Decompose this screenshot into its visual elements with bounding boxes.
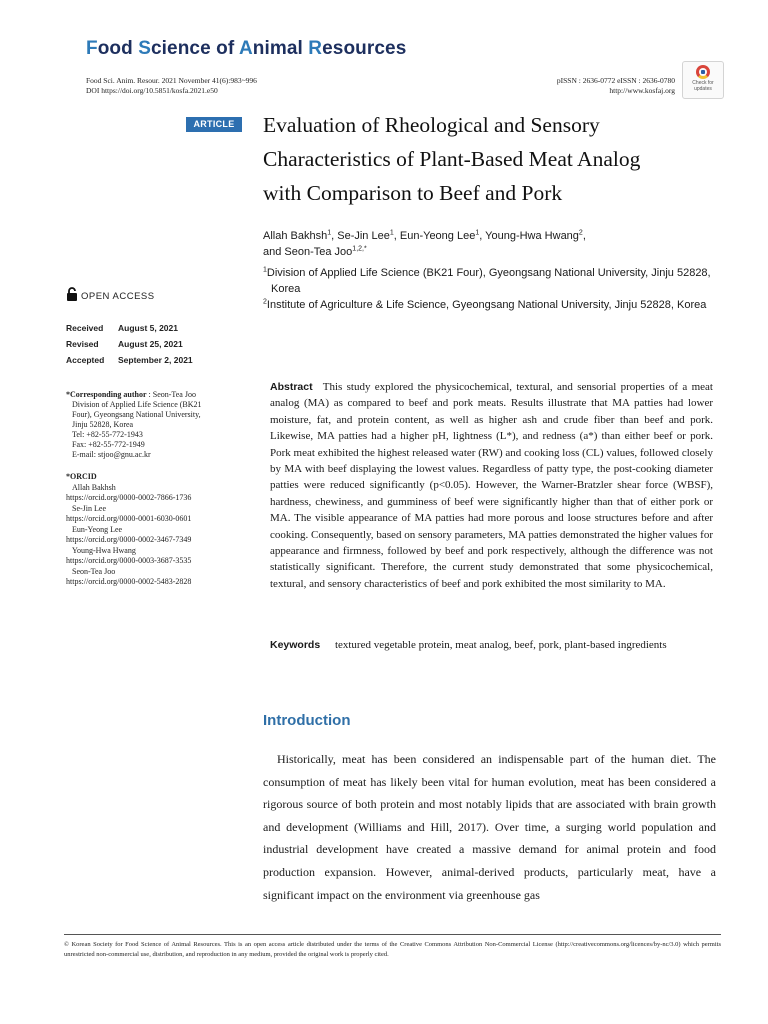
- affiliation-list: [263, 265, 728, 313]
- author-affil-mark: 1,2,*: [352, 245, 367, 253]
- corresp-line: Four), Gyeongsang National University,: [72, 410, 201, 419]
- date-value: August 25, 2021: [118, 339, 183, 349]
- title-line: with Comparison to Beef and Pork: [263, 181, 563, 205]
- doi-link[interactable]: DOI https://doi.org/10.5851/kosfa.2021.e50: [86, 86, 218, 95]
- corresponding-author: [66, 390, 226, 460]
- author-affil-mark: 1: [327, 229, 332, 237]
- author-affil-mark: 1: [389, 229, 394, 237]
- orcid-author: Se-Jin Lee: [72, 503, 106, 513]
- title-line: Evaluation of Rheological and Sensory: [263, 113, 600, 137]
- citation-line: Food Sci. Anim. Resour. 2021 November 41(6):983~996: [86, 76, 257, 85]
- orcid-link[interactable]: https://orcid.org/0000-0001-6030-0601: [66, 514, 192, 523]
- author-separator: ,: [393, 230, 400, 242]
- article-type-badge: ARTICLE: [186, 117, 242, 132]
- open-access-label: [66, 287, 155, 302]
- affiliation-mark: 1: [263, 266, 267, 274]
- affiliation-text: Institute of Agriculture & Life Science, Gyeongsang National University, Jinju 52828, Korea: [266, 299, 707, 311]
- author-affil-mark: 2: [578, 229, 583, 237]
- lock-icon: [66, 287, 78, 301]
- date-label: Received: [66, 323, 104, 333]
- date-revised: [66, 336, 193, 352]
- keywords: [270, 639, 720, 651]
- affiliation-item: [263, 265, 728, 297]
- updates-label-2: updates: [694, 86, 712, 92]
- keywords-text: textured vegetable protein, meat analog, beef, pork, plant-based ingredients: [334, 639, 667, 651]
- affiliation-text: Division of Applied Life Science (BK21 Four), Gyeongsang National University, Jinju 52828, Korea: [266, 267, 711, 295]
- journal-url-link[interactable]: http://www.kosfaj.org: [609, 86, 675, 95]
- paper-title: [263, 108, 703, 210]
- check-for-updates-icon: [696, 65, 710, 79]
- date-label: Accepted: [66, 355, 105, 365]
- orcid-link[interactable]: https://orcid.org/0000-0003-3687-3535: [66, 556, 192, 565]
- author-affil-mark: 1: [475, 229, 480, 237]
- author-separator: ,: [479, 230, 486, 242]
- author-list: [263, 228, 703, 260]
- date-received: [66, 320, 193, 336]
- open-access-text: OPEN ACCESS: [81, 291, 155, 302]
- orcid-author: Allah Bakhsh: [72, 482, 116, 492]
- date-value: August 5, 2021: [118, 323, 178, 333]
- article-dates: [66, 320, 193, 368]
- updates-label-1: Check for: [692, 80, 714, 86]
- affiliation-mark: 2: [263, 298, 267, 306]
- issn-info: [557, 76, 675, 96]
- orcid-list: [66, 472, 246, 588]
- orcid-label: *ORCID: [66, 472, 97, 481]
- license-footer: © Korean Society for Food Science of Animal Resources. This is an open access article distributed under the terms of the Creative Commons Attribution Non-Commercial License (http://creativecommons.org/licences/by-nc/3.0) which permits unrestricted non-commercial use, distribution, and reproduction in any medium, provided the original work is properly cited.: [64, 941, 721, 958]
- corresp-email[interactable]: E-mail: stjoo@gnu.ac.kr: [72, 450, 151, 459]
- corresp-line: Jinju 52828, Korea: [72, 420, 134, 429]
- check-for-updates-button[interactable]: [682, 61, 724, 99]
- orcid-link[interactable]: https://orcid.org/0000-0002-5483-2828: [66, 577, 192, 586]
- author-name[interactable]: Se-Jin Lee: [337, 230, 390, 242]
- abstract: [270, 379, 713, 592]
- author-name[interactable]: and Seon-Tea Joo: [263, 246, 353, 258]
- corresp-name: : Seon-Tea Joo: [146, 390, 196, 399]
- author-separator: ,: [582, 230, 586, 242]
- citation-info: [86, 76, 257, 96]
- journal-title: Food Science of Animal Resources: [86, 38, 407, 59]
- introduction-paragraph: Historically, meat has been considered an indispensable part of the human diet. The consumption of meat has likely been vital for human evolution, meat has been considered a rigorous source of both protein and most notably lipids that are associated with brain growth and development (Williams and Hill, 2017). Over time, a surging world population and industrial development have created a massive demand for animal protein and food production expansion. However, animal-derived products, particularly meat, have a significant impact on the environment via greenhouse gas: [263, 752, 716, 902]
- issn-line: pISSN : 2636-0772 eISSN : 2636-0780: [556, 76, 675, 85]
- date-label: Revised: [66, 339, 99, 349]
- orcid-author: Seon-Tea Joo: [72, 566, 116, 576]
- corresp-label: *Corresponding author: [66, 390, 147, 399]
- author-name[interactable]: Young-Hwa Hwang: [485, 230, 579, 242]
- keywords-label: Keywords: [270, 639, 321, 651]
- footer-divider: [64, 934, 721, 935]
- orcid-author: Young-Hwa Hwang: [72, 545, 136, 555]
- section-heading-introduction: Introduction: [263, 712, 351, 729]
- affiliation-item: [263, 297, 728, 313]
- author-name[interactable]: Allah Bakhsh: [263, 230, 328, 242]
- author-name[interactable]: Eun-Yeong Lee: [399, 230, 476, 242]
- corresp-tel: Tel: +82-55-772-1943: [72, 430, 143, 439]
- abstract-text: This study explored the physicochemical, textural, and sensorial properties of a meat analog (MA) as compared to beef and pork meats. Results illustrate that MA patties had lower moisture, fat, and protein content, as well as higher ash and crude fiber than beef and pork. Likewise, MA patties had a higher pH, lightness (L*), and redness (a*) than either beef or pork. Pork meat exhibited the highest released water (RW) and cooking loss (CL) values, followed closely by MA with beef displaying the lowest values. Regardless of patty type, the post-cooking diameter patties were reduced significantly (p<0.05). However, the Warner-Bratzler shear force (WBSF), hardness, chewiness, and gumminess of beef were significantly higher than that of either pork or MA. The visible appearance of MA patties had more porous and loose structures before and after cooking. Consequently, based on sensory parameters, MA patties demonstrated the higher values for appearance and firmness, followed by beef and pork respectively, although the difference was not statistically significant. Therefore, the current study demonstrated that some physicochemical, textural, and sensory characteristics of beef and pork exhibited the most similarity to MA.: [270, 381, 713, 590]
- corresp-line: Division of Applied Life Science (BK21: [72, 400, 202, 409]
- corresp-fax: Fax: +82-55-772-1949: [72, 440, 145, 449]
- abstract-label: Abstract: [270, 381, 313, 393]
- orcid-link[interactable]: https://orcid.org/0000-0002-7866-1736: [66, 493, 192, 502]
- author-separator: ,: [331, 230, 338, 242]
- orcid-author: Eun-Yeong Lee: [72, 524, 123, 534]
- orcid-link[interactable]: https://orcid.org/0000-0002-3467-7349: [66, 535, 192, 544]
- date-accepted: [66, 352, 193, 368]
- date-value: September 2, 2021: [118, 355, 193, 365]
- title-line: Characteristics of Plant-Based Meat Analog: [263, 147, 641, 171]
